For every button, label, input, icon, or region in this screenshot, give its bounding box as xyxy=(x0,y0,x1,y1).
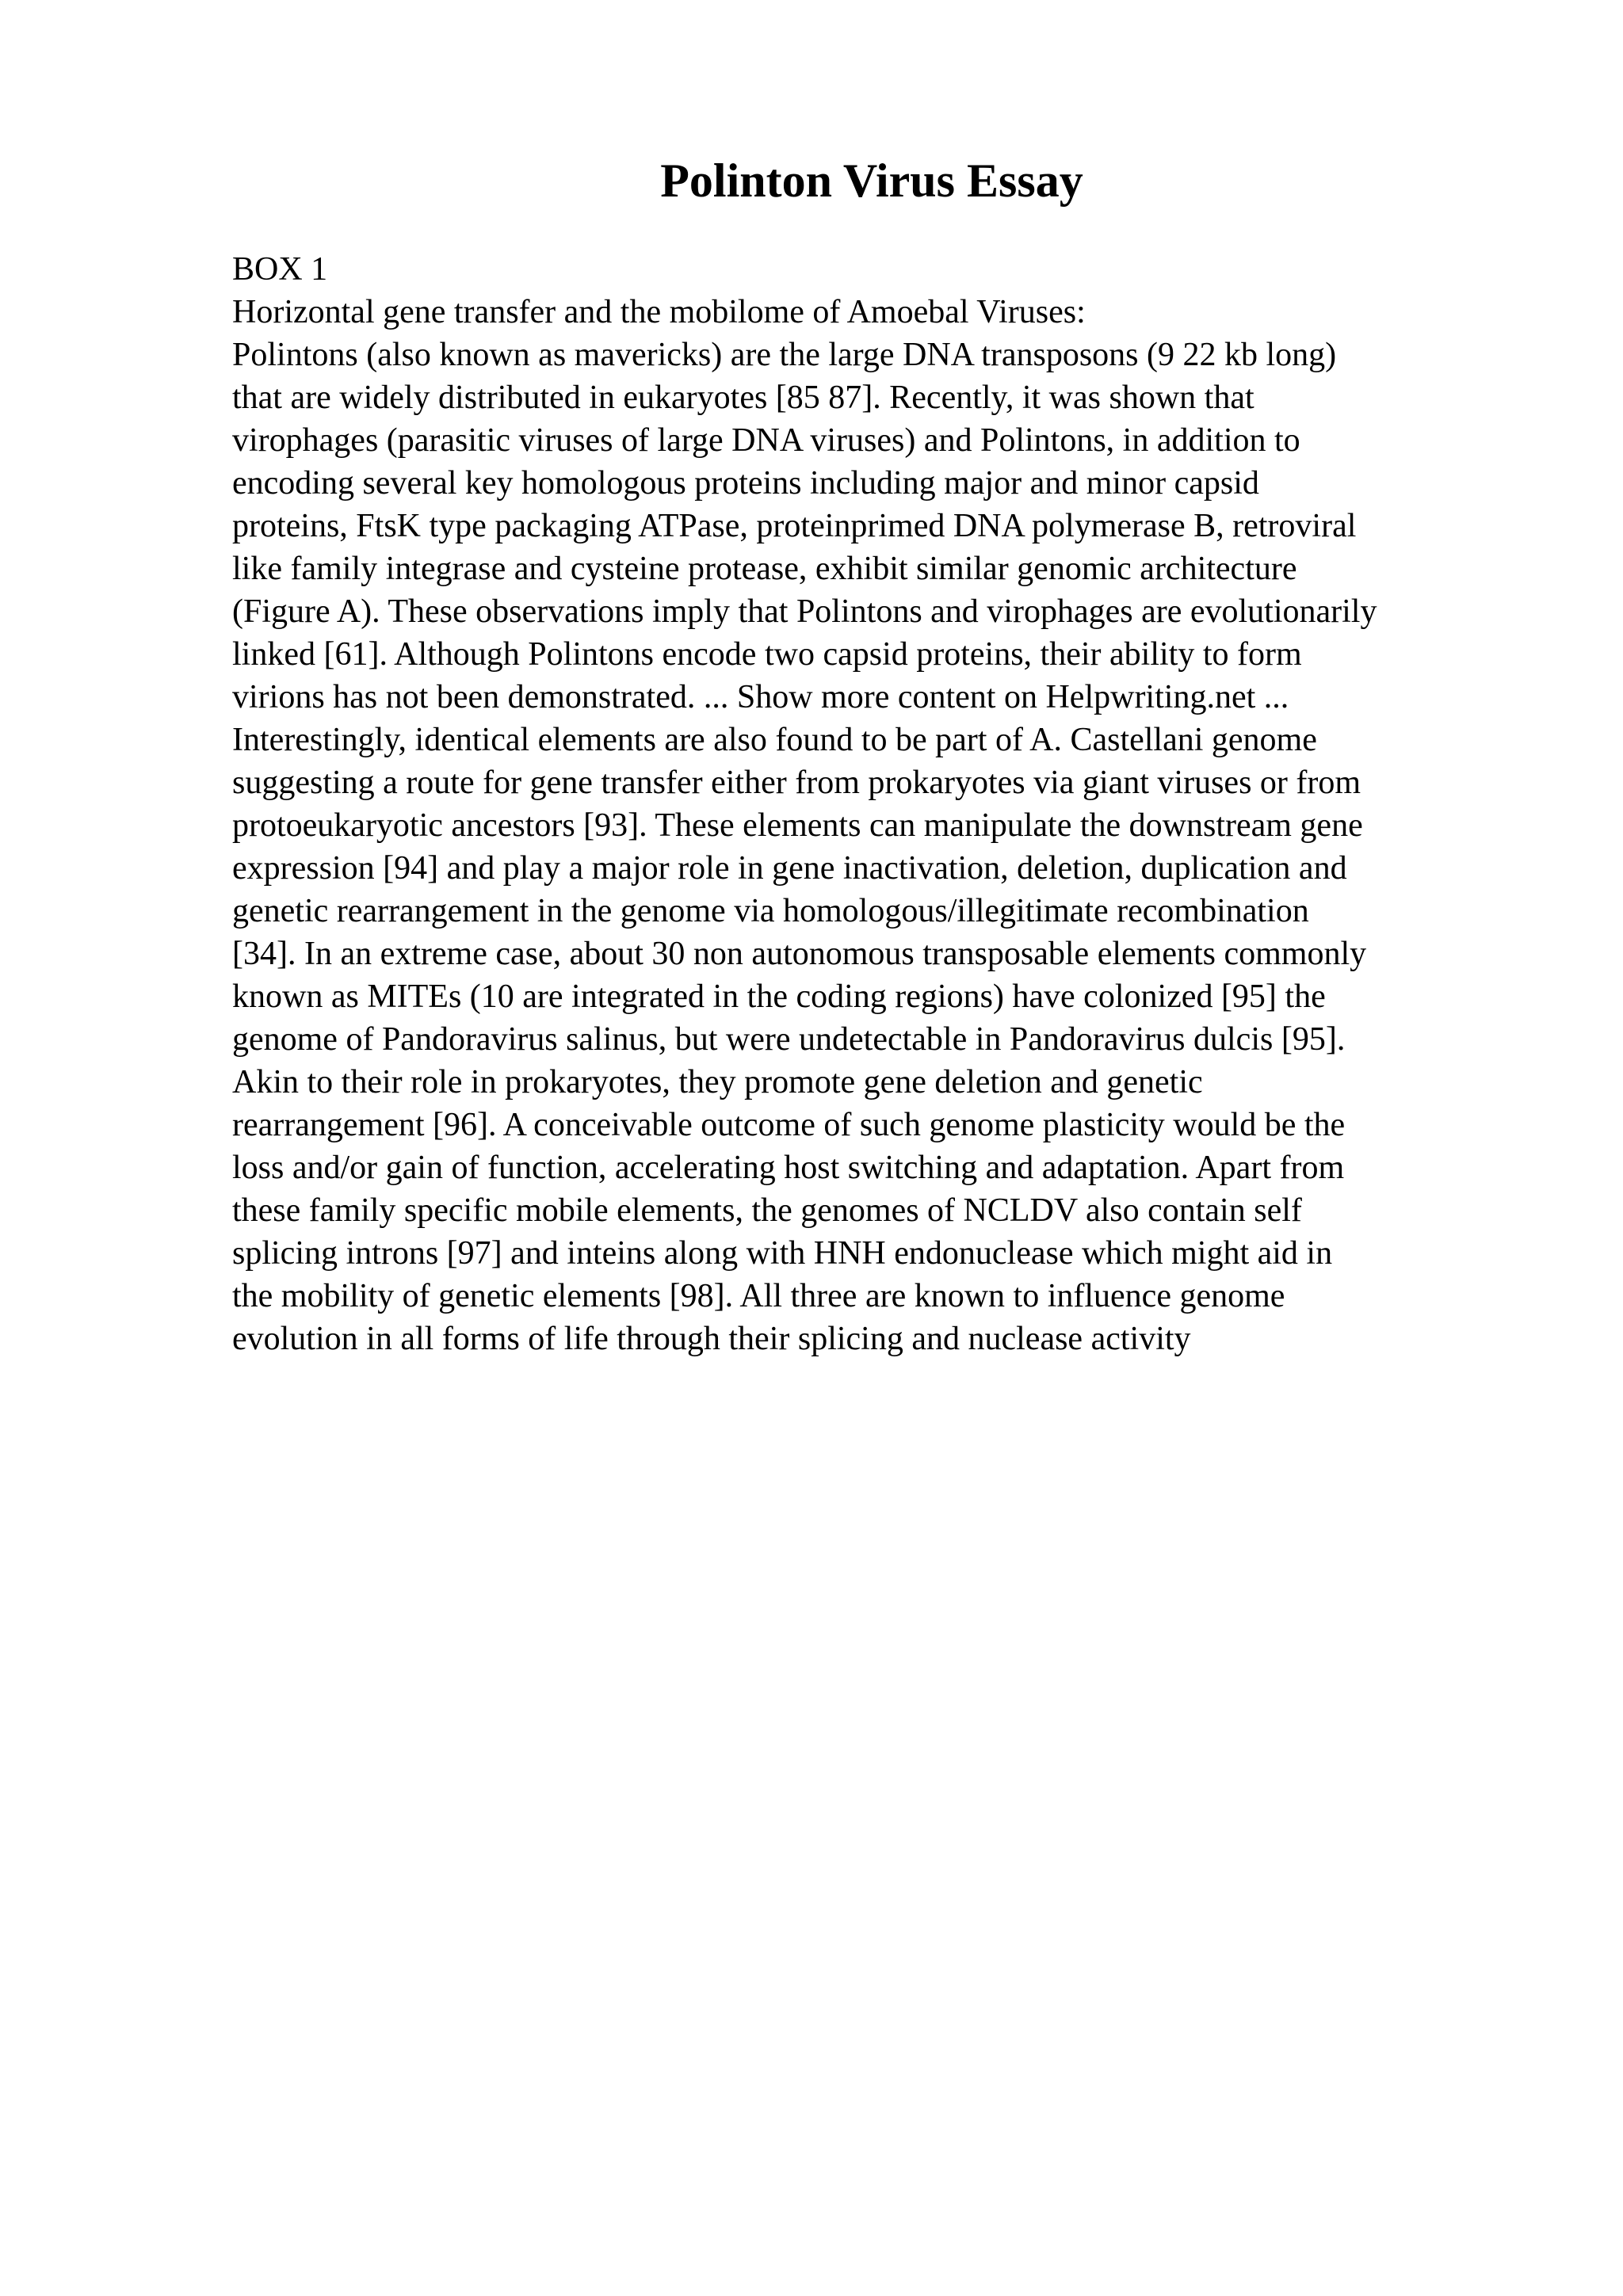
text-line: that are widely distributed in eukaryotes [85 87]. Recently, it was shown that xyxy=(232,379,1254,416)
text-line: evolution in all forms of life through their splicing and nuclease activity xyxy=(232,1321,1191,1357)
text-line: Horizontal gene transfer and the mobilome of Amoebal Viruses: xyxy=(232,294,1086,330)
text-line: Interestingly, identical elements are also found to be part of A. Castellani genome xyxy=(232,722,1317,758)
text-line: genetic rearrangement in the genome via homologous/illegitimate recombination xyxy=(232,893,1309,929)
text-line: virophages (parasitic viruses of large DNA viruses) and Polintons, in addition to xyxy=(232,422,1300,459)
text-line: (Figure A). These observations imply that Polintons and virophages are evolutionarily xyxy=(232,593,1377,630)
text-line: BOX 1 xyxy=(232,251,328,288)
text-line: like family integrase and cysteine protease, exhibit similar genomic architecture xyxy=(232,551,1297,587)
text-line: known as MITEs (10 are integrated in the coding regions) have colonized [95] the xyxy=(232,978,1326,1015)
text-line: splicing introns [97] and inteins along with HNH endonuclease which might aid in xyxy=(232,1235,1333,1272)
text-line: rearrangement [96]. A conceivable outcome of such genome plasticity would be the xyxy=(232,1107,1346,1143)
document-title: Polinton Virus Essay xyxy=(660,154,1083,207)
text-line: Akin to their role in prokaryotes, they promote gene deletion and genetic xyxy=(232,1064,1203,1100)
text-line: [34]. In an extreme case, about 30 non autonomous transposable elements commonly xyxy=(232,936,1367,972)
text-line: encoding several key homologous proteins including major and minor capsid xyxy=(232,465,1259,502)
text-line: virions has not been demonstrated. ... Show more content on Helpwriting.net ... xyxy=(232,679,1289,715)
text-line: expression [94] and play a major role in gene inactivation, deletion, duplication and xyxy=(232,850,1347,887)
text-line: these family specific mobile elements, the genomes of NCLDV also contain self xyxy=(232,1192,1302,1229)
document-body xyxy=(232,248,1623,1360)
text-line: suggesting a route for gene transfer either from prokaryotes via giant viruses or from xyxy=(232,765,1361,801)
text-line: loss and/or gain of function, accelerating host switching and adaptation. Apart from xyxy=(232,1150,1345,1186)
text-line: Polintons (also known as mavericks) are the large DNA transposons (9 22 kb long) xyxy=(232,337,1337,373)
text-line: proteins, FtsK type packaging ATPase, proteinprimed DNA polymerase B, retroviral xyxy=(232,508,1357,544)
text-line: genome of Pandoravirus salinus, but were undetectable in Pandoravirus dulcis [95]. xyxy=(232,1021,1346,1058)
text-line: linked [61]. Although Polintons encode two capsid proteins, their ability to form xyxy=(232,636,1302,673)
text-line: the mobility of genetic elements [98]. All three are known to influence genome xyxy=(232,1278,1285,1314)
text-line: protoeukaryotic ancestors [93]. These elements can manipulate the downstream gene xyxy=(232,807,1363,844)
